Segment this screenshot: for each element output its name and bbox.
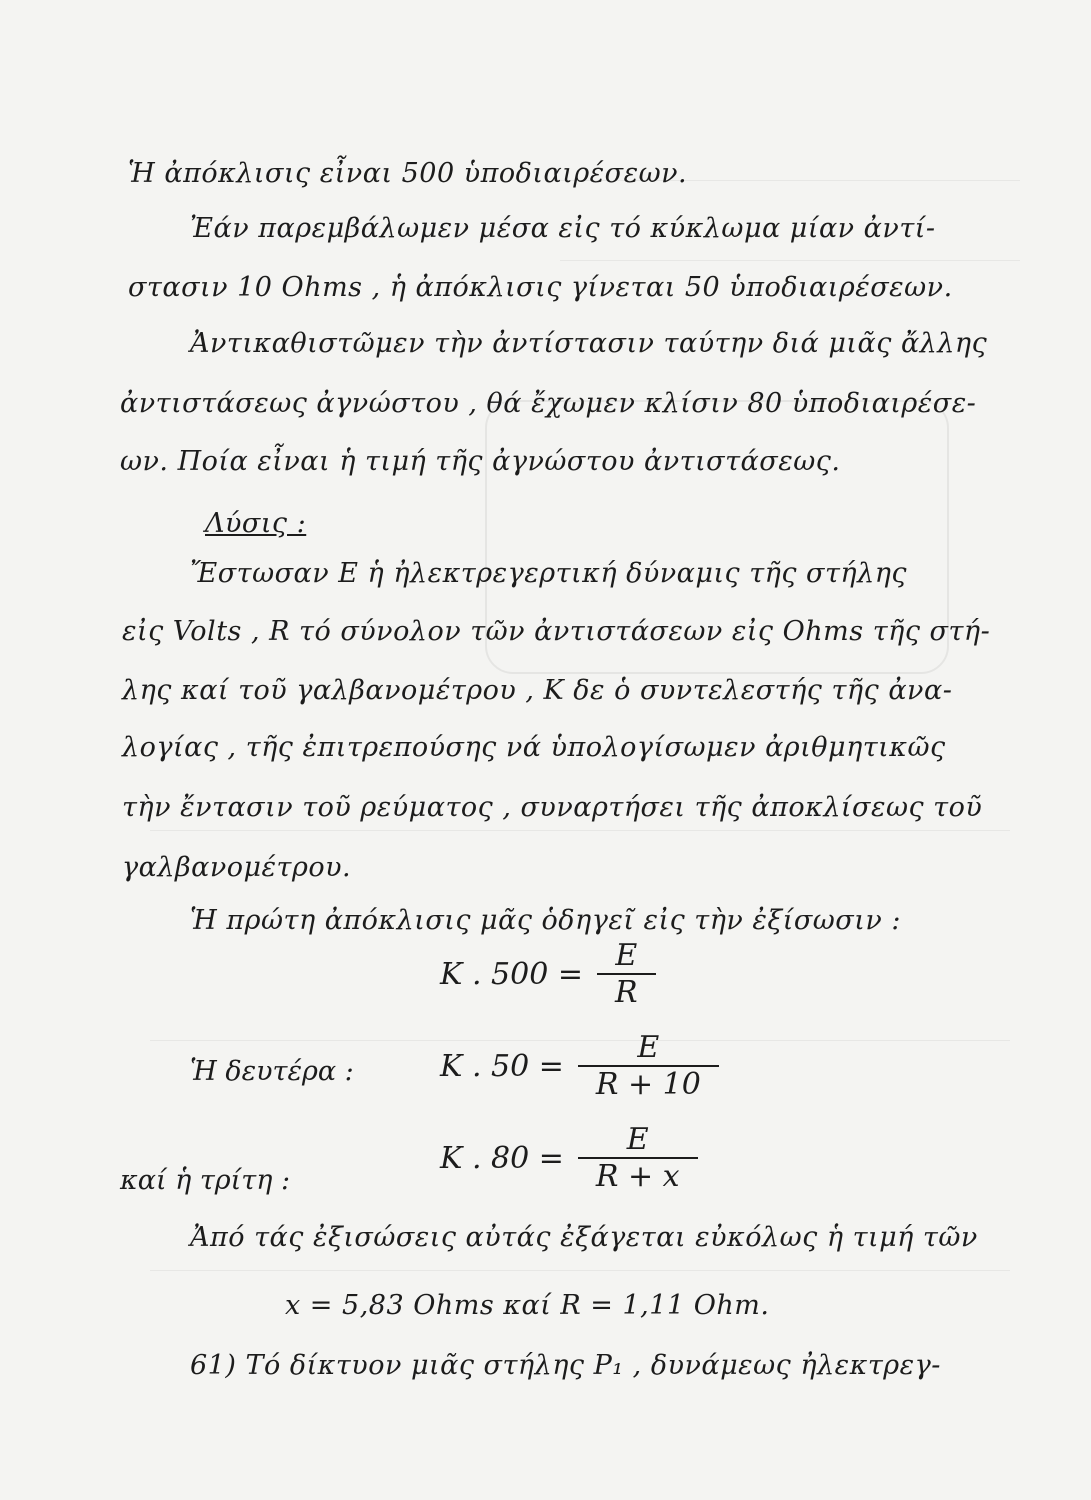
equation-denominator: R [614,975,638,1010]
equation-label-second: Ἡ δευτέρα : [190,1056,354,1087]
text-line: λης καί τοῦ γαλβανομέτρου , K δε ὁ συντελεστής τῆς ἀνα- [122,675,953,706]
next-problem-line: 61) Τό δίκτυον μιᾶς στήλης P₁ , δυνάμεως ἠλεκτρεγ- [190,1350,941,1381]
equation-third [440,1122,698,1194]
bleed-through-line [150,1270,1010,1271]
solution-heading: Λύσις : [205,508,307,539]
text-line: ων. Ποία εἶναι ἡ τιμή τῆς ἀγνώστου ἀντιστάσεως. [120,446,841,477]
result-line: x = 5,83 Ohms καί R = 1,11 Ohm. [285,1290,770,1321]
equation-lhs: K . 50 = [440,1048,564,1084]
text-line: εἰς Volts , R τό σύνολον τῶν ἀντιστάσεων εἰς Ohms τῆς στή- [122,616,991,647]
equation-label-third: καί ἡ τρίτη : [120,1165,291,1196]
equation-lhs: K . 500 = [440,956,583,992]
text-line: Ἐάν παρεμβάλωμεν μέσα εἰς τό κύκλωμα μίαν ἀντί- [190,213,936,244]
equation-second [440,1030,719,1102]
text-line: Ἀντικαθιστῶμεν τὴν ἀντίστασιν ταύτην διά μιᾶς ἄλλης [190,328,988,359]
text-line: τὴν ἔντασιν τοῦ ρεύματος , συναρτήσει τῆς ἀποκλίσεως τοῦ [122,792,983,823]
equation-lhs: K . 80 = [440,1140,564,1176]
text-line: γαλβανομέτρου. [122,852,352,883]
bleed-through-line [150,830,1010,831]
text-line: λογίας , τῆς ἐπιτρεπούσης νά ὑπολογίσωμεν ἀριθμητικῶς [122,732,946,763]
text-line: Ἡ ἀπόκλισις εἶναι 500 ὑποδιαιρέσεων. [128,158,688,189]
text-line: Ἀπό τάς ἐξισώσεις αὐτάς ἐξάγεται εὐκόλως ἡ τιμή τῶν [190,1222,978,1253]
equation-denominator: R + x [595,1159,680,1194]
equation-numerator: E [615,938,638,973]
equation-denominator: R + 10 [595,1067,701,1102]
text-line: Ἡ πρώτη ἀπόκλισις μᾶς ὁδηγεῖ εἰς τὴν ἐξίσωσιν : [190,905,901,936]
text-line: ἀντιστάσεως ἀγνώστου , θά ἔχωμεν κλίσιν 80 ὑποδιαιρέσε- [120,388,977,419]
equation-numerator: E [626,1122,649,1157]
text-line: Ἔστωσαν E ἡ ἠλεκτρεγερτική δύναμις τῆς στήλης [190,558,908,589]
equation-numerator: E [637,1030,660,1065]
text-line: στασιν 10 Ohms , ἡ ἀπόκλισις γίνεται 50 ὑποδιαιρέσεων. [128,272,953,303]
bleed-through-line [560,260,1020,261]
equation-first [440,938,656,1010]
